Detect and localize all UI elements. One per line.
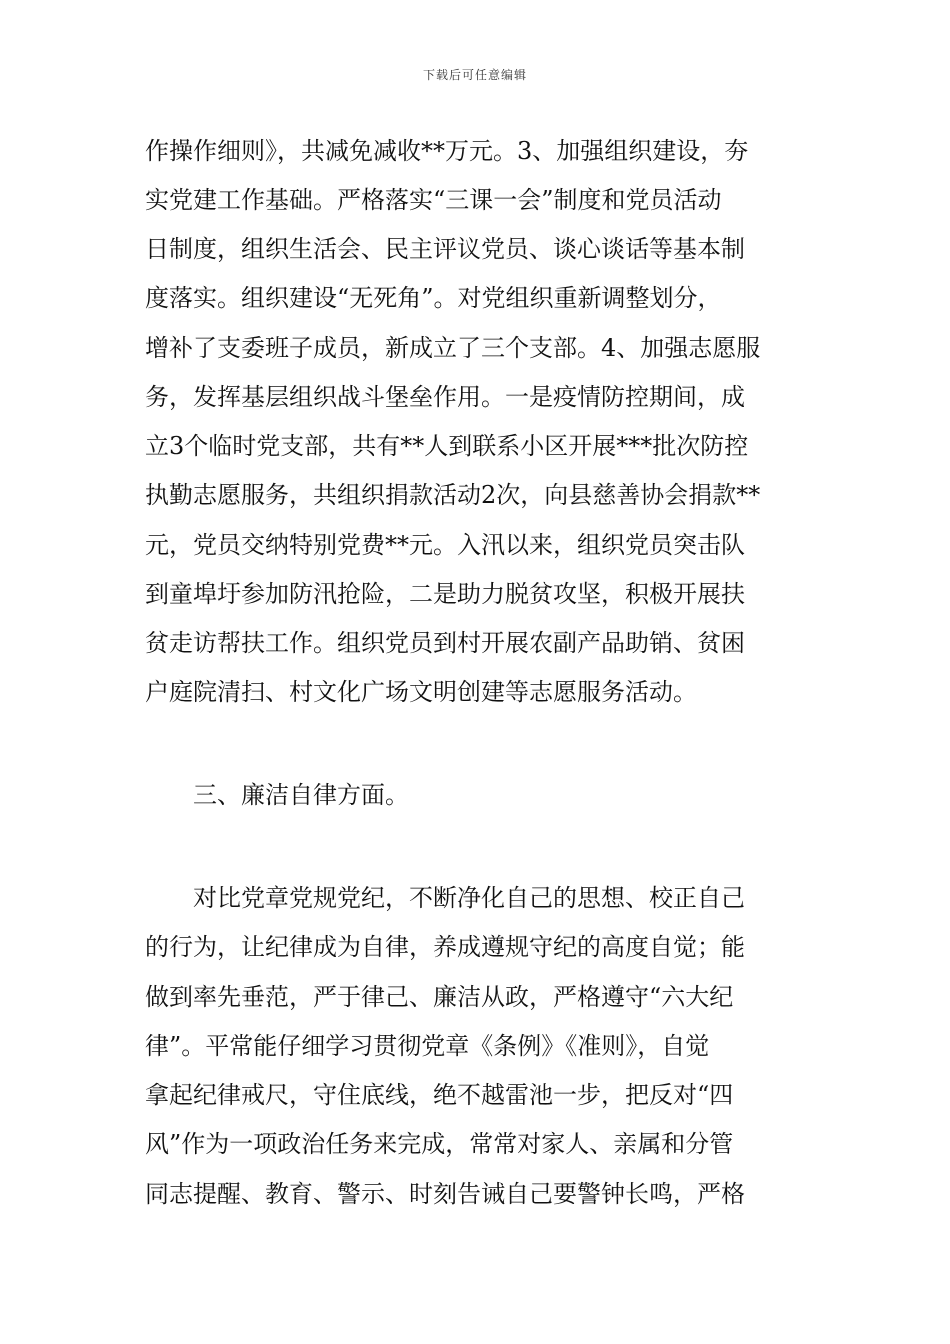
- body-text-line: 度落实。组织建设“无死角”。对党组织重新调整划分，: [145, 284, 722, 312]
- body-text-line: 同志提醒、教育、警示、时刻告诫自己要警钟长鸣，严格: [145, 1180, 745, 1208]
- body-text-line: 增补了支委班子成员，新成立了三个支部。4、加强志愿服: [145, 334, 761, 362]
- body-text-line: 执勤志愿服务，共组织捐款活动2次，向县慈善协会捐款**: [145, 481, 761, 509]
- body-text-line: 律”。平常能仔细学习贯彻党章《条例》《准则》，自觉: [145, 1032, 710, 1060]
- body-text-line: 实党建工作基础。严格落实“三课一会”制度和党员活动: [145, 186, 722, 214]
- body-text-line: 对比党章党规党纪，不断净化自己的思想、校正自己: [193, 884, 745, 912]
- body-text-line: 风”作为一项政治任务来完成，常常对家人、亲属和分管: [145, 1130, 734, 1158]
- body-text-line: 的行为，让纪律成为自律，养成遵规守纪的高度自觉；能: [145, 933, 745, 961]
- body-text-line: 务，发挥基层组织战斗堡垒作用。一是疫情防控期间，成: [145, 383, 745, 411]
- body-text-line: 日制度，组织生活会、民主评议党员、谈心谈话等基本制: [145, 235, 745, 263]
- body-text-line: 贫走访帮扶工作。组织党员到村开展农副产品助销、贫困: [145, 629, 745, 657]
- body-text-line: 做到率先垂范，严于律己、廉洁从政，严格遵守“六大纪: [145, 983, 734, 1011]
- body-text-line: 户庭院清扫、村文化广场文明创建等志愿服务活动。: [145, 678, 697, 706]
- page-header-note: 下载后可任意编辑: [422, 68, 527, 82]
- body-text-line: 作操作细则》，共减免减收**万元。3、加强组织建设，夯: [145, 137, 749, 165]
- body-text-line: 到童埠圩参加防汛抢险，二是助力脱贫攻坚，积极开展扶: [145, 580, 745, 608]
- body-text-line: 立3个临时党支部，共有**人到联系小区开展***批次防控: [145, 432, 749, 460]
- body-text-line: 元，党员交纳特别党费**元。入汛以来，组织党员突击队: [145, 531, 745, 559]
- section-heading: 三、廉洁自律方面。: [193, 781, 409, 809]
- body-text-line: 拿起纪律戒尺，守住底线，绝不越雷池一步，把反对“四: [145, 1081, 734, 1109]
